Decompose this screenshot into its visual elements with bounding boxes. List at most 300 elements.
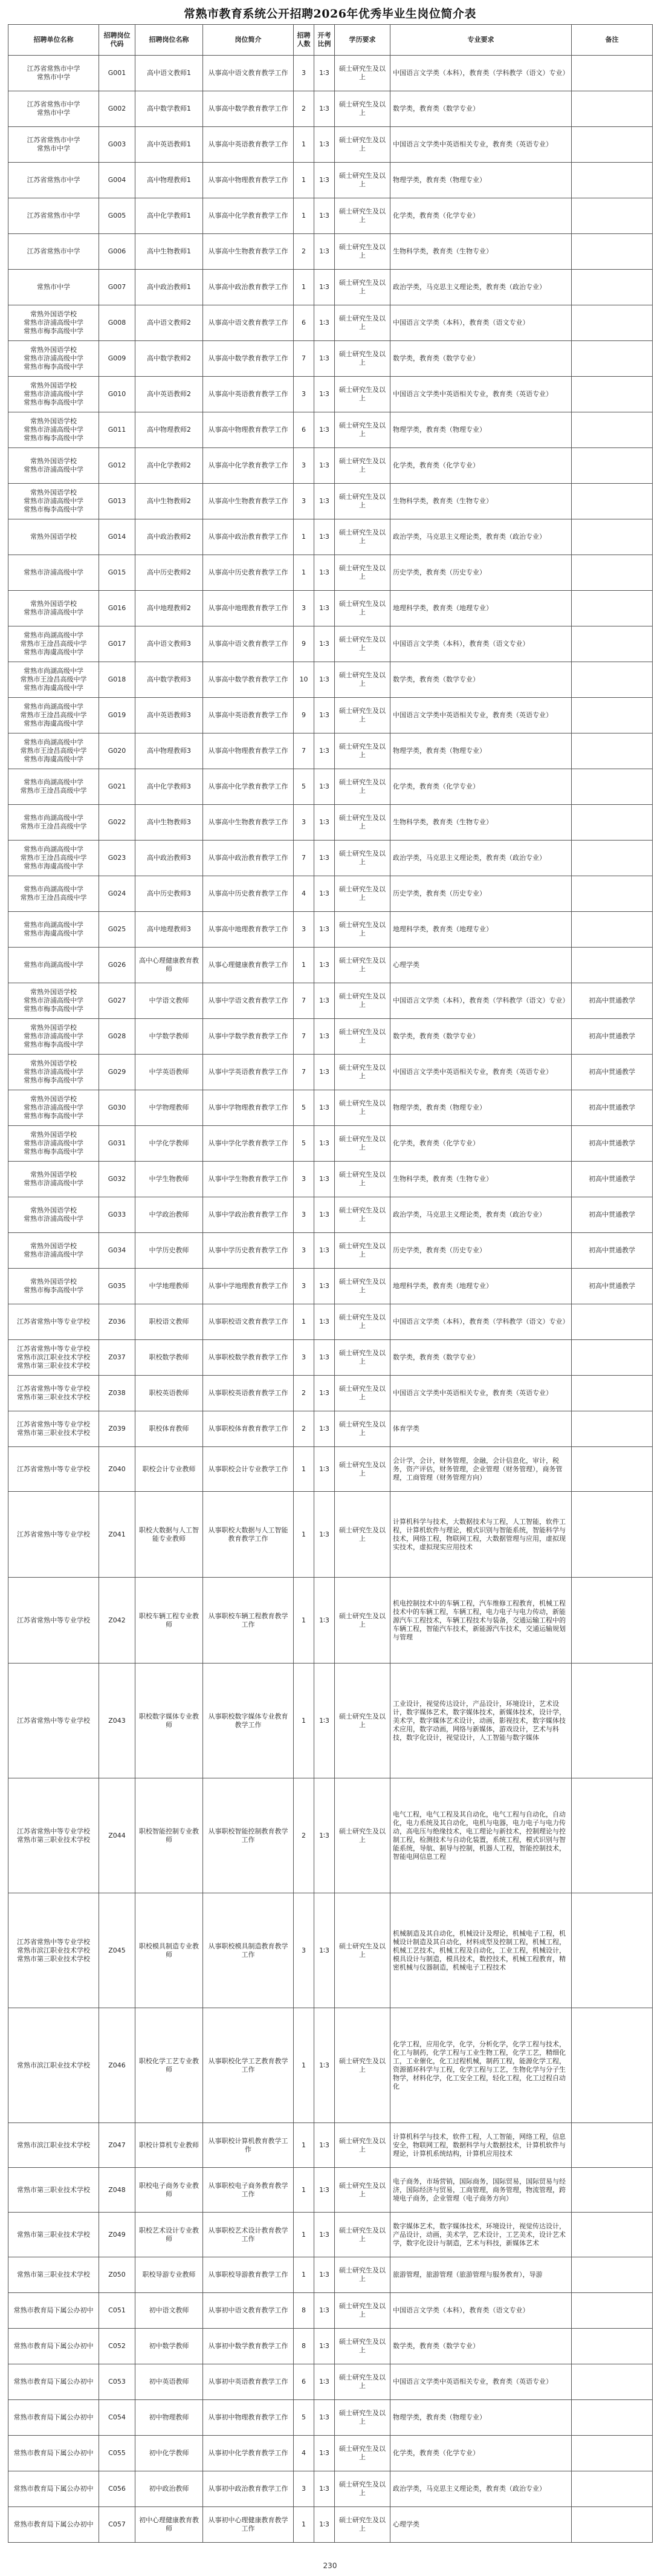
cell-post: 高中化学教师1 [135,198,203,234]
cell-num: 5 [294,2400,314,2436]
cell-ratio: 1∶3 [314,1304,335,1340]
cell-unit: 常熟市教育局下属公办初中 [8,2293,99,2329]
header-ratio: 开考比例 [314,25,335,56]
cell-desc: 从事职校智能控制教育教学工作 [203,1778,294,1893]
cell-desc: 从事初中心理健康教育教学工作 [203,2507,294,2543]
cell-major: 物理学类，教育类（物理专业） [390,412,572,448]
table-row [8,876,653,912]
cell-post: 高中英语教师1 [135,127,203,163]
cell-post: 高中化学教师2 [135,448,203,484]
table-row [8,948,653,983]
cell-major: 数学类，教育类（数学专业） [390,1340,572,1376]
cell-major: 地理科学类，教育类（地理专业） [390,591,572,626]
cell-major: 数学类，教育类（数学专业） [390,1019,572,1055]
cell-desc: 从事高中地理教育教学工作 [203,591,294,626]
cell-desc: 从事高中数学教育教学工作 [203,91,294,127]
cell-edu: 硕士研究生及以上 [335,448,390,484]
cell-major: 化学类，教育类（化学专业） [390,1126,572,1162]
cell-code: G032 [99,1162,135,1197]
cell-unit: 常熟市尚湖高级中学 常熟市王淦昌高级中学 常熟市海虞高级中学 [8,662,99,698]
cell-desc: 从事职校车辆工程教育教学工作 [203,1578,294,1664]
cell-num: 3 [294,1162,314,1197]
cell-code: G003 [99,127,135,163]
cell-post: 高中语文教师1 [135,56,203,91]
cell-ratio: 1∶3 [314,2436,335,2471]
cell-num: 2 [294,91,314,127]
cell-ratio: 1∶3 [314,876,335,912]
table-row [8,305,653,341]
cell-note [572,1492,653,1578]
cell-unit: 常熟市教育局下属公办初中 [8,2329,99,2364]
cell-desc: 从事职校导游教育教学工作 [203,2257,294,2293]
cell-ratio: 1∶3 [314,2507,335,2543]
cell-unit: 常熟市尚湖高级中学 常熟市王淦昌高级中学 常熟市海虞高级中学 [8,733,99,769]
table-row [8,1664,653,1778]
cell-note [572,591,653,626]
cell-code: G029 [99,1055,135,1090]
cell-desc: 从事职校大数据与人工智能教育教学工作 [203,1492,294,1578]
cell-note [572,448,653,484]
cell-ratio: 1∶3 [314,912,335,948]
cell-unit: 常熟市第三职业技术学校 [8,2213,99,2257]
cell-edu: 硕士研究生及以上 [335,1778,390,1893]
cell-edu: 硕士研究生及以上 [335,1162,390,1197]
cell-num: 8 [294,2293,314,2329]
cell-num: 1 [294,2213,314,2257]
cell-major: 中国语言文学类（本科），教育类（学科教学（语文）专业） [390,983,572,1019]
cell-num: 7 [294,733,314,769]
cell-code: G013 [99,484,135,519]
cell-ratio: 1∶3 [314,91,335,127]
cell-code: Z036 [99,1304,135,1340]
cell-major: 政治学类，马克思主义理论类，教育类（政治专业） [390,2471,572,2507]
table-row [8,1340,653,1376]
cell-edu: 硕士研究生及以上 [335,56,390,91]
cell-code: G008 [99,305,135,341]
cell-desc: 从事高中语文教育教学工作 [203,626,294,662]
cell-desc: 从事中学数学教育教学工作 [203,1019,294,1055]
table-row [8,1304,653,1340]
cell-code: G028 [99,1019,135,1055]
cell-post: 高中语文教师3 [135,626,203,662]
cell-major: 政治学类，马克思主义理论类，教育类（政治专业） [390,270,572,305]
cell-edu: 硕士研究生及以上 [335,1411,390,1447]
cell-num: 6 [294,2364,314,2400]
cell-unit: 常熟外国语学校 常熟市浒浦高级中学 常熟市梅李高级中学 [8,983,99,1019]
cell-code: G014 [99,519,135,555]
cell-ratio: 1∶3 [314,2471,335,2507]
cell-edu: 硕士研究生及以上 [335,2507,390,2543]
header-major: 专业要求 [390,25,572,56]
cell-major: 体育学类 [390,1411,572,1447]
cell-desc: 从事高中物理教育教学工作 [203,733,294,769]
cell-num: 7 [294,1055,314,1090]
cell-code: G021 [99,769,135,805]
cell-post: 高中地理教师3 [135,912,203,948]
table-row [8,1019,653,1055]
cell-note [572,1664,653,1778]
cell-desc: 从事高中语文教育教学工作 [203,305,294,341]
cell-num: 2 [294,234,314,270]
cell-code: G011 [99,412,135,448]
cell-post: 初中英语教师 [135,2364,203,2400]
table-row [8,2008,653,2123]
cell-ratio: 1∶3 [314,1447,335,1492]
cell-num: 1 [294,2257,314,2293]
cell-note: 初高中贯通教学 [572,1055,653,1090]
cell-num: 1 [294,948,314,983]
cell-num: 4 [294,876,314,912]
table-row [8,591,653,626]
cell-edu: 硕士研究生及以上 [335,341,390,377]
cell-code: G001 [99,56,135,91]
cell-edu: 硕士研究生及以上 [335,1090,390,1126]
cell-unit: 常熟外国语学校 常熟市浒浦高级中学 [8,448,99,484]
cell-post: 职校智能控制专业教师 [135,1778,203,1893]
cell-num: 2 [294,1411,314,1447]
table-row [8,2123,653,2168]
table-row [8,2257,653,2293]
cell-code: C056 [99,2471,135,2507]
cell-code: G023 [99,841,135,876]
cell-note: 初高中贯通教学 [572,1233,653,1269]
cell-note [572,555,653,591]
cell-desc: 从事初中语文教育教学工作 [203,2293,294,2329]
cell-desc: 从事心理健康教育教学工作 [203,948,294,983]
header-note: 备注 [572,25,653,56]
cell-num: 9 [294,698,314,733]
cell-unit: 常熟市第三职业技术学校 [8,2168,99,2213]
cell-edu: 硕士研究生及以上 [335,876,390,912]
cell-note: 初高中贯通教学 [572,1269,653,1304]
cell-note [572,1304,653,1340]
cell-note [572,769,653,805]
table-row [8,484,653,519]
cell-edu: 硕士研究生及以上 [335,2213,390,2257]
cell-major: 生物科学类，教育类（生物专业） [390,1162,572,1197]
cell-ratio: 1∶3 [314,733,335,769]
header-edu: 学历要求 [335,25,390,56]
cell-edu: 硕士研究生及以上 [335,1664,390,1778]
cell-code: Z038 [99,1376,135,1411]
cell-edu: 硕士研究生及以上 [335,662,390,698]
cell-ratio: 1∶3 [314,626,335,662]
cell-edu: 硕士研究生及以上 [335,769,390,805]
cell-ratio: 1∶3 [314,1233,335,1269]
page-title: 常熟市教育系统公开招聘2026年优秀毕业生岗位简介表 [184,7,476,21]
cell-code: G004 [99,163,135,198]
table-row [8,912,653,948]
cell-ratio: 1∶3 [314,1893,335,2008]
cell-post: 高中化学教师3 [135,769,203,805]
cell-post: 中学生物教师 [135,1162,203,1197]
cell-desc: 从事高中化学教育教学工作 [203,769,294,805]
cell-num: 1 [294,2123,314,2168]
cell-post: 初中数学教师 [135,2329,203,2364]
table-row [8,1197,653,1233]
cell-desc: 从事高中物理教育教学工作 [203,163,294,198]
cell-major: 会计学，会计，财务管理，金融，会计信息化，审计，税务，资产评估，财务管理，企业管理（财务管理），商务管理，工商管理（财务管理方向） [390,1447,572,1492]
cell-post: 高中数学教师1 [135,91,203,127]
cell-ratio: 1∶3 [314,1492,335,1578]
cell-major: 机械制造及其自动化，机械设计及理论，机械电子工程，机械设计制造及其自动化，材料成型及控制工程，机械工程，机械工艺技术，机械工程及自动化，工业工程，机械设计，模具设计与制造，模具技术，数控技术，机械工程教育，精密机械与仪器制造，机械电子工程技术 [390,1893,572,2008]
cell-unit: 江苏省常熟中等专业学校 常熟市滨江职业技术学校 常熟市第三职业技术学校 [8,1893,99,2008]
cell-code: Z050 [99,2257,135,2293]
cell-note [572,341,653,377]
cell-post: 职校电子商务专业教师 [135,2168,203,2213]
cell-post: 职校导游专业教师 [135,2257,203,2293]
cell-desc: 从事职校化学工艺教育教学工作 [203,2008,294,2123]
cell-ratio: 1∶3 [314,2168,335,2213]
cell-num: 3 [294,2471,314,2507]
cell-code: G009 [99,341,135,377]
table-row [8,2329,653,2364]
cell-num: 1 [294,127,314,163]
cell-unit: 常熟外国语学校 常熟市浒浦高级中学 常熟市梅李高级中学 [8,305,99,341]
cell-post: 高中历史教师3 [135,876,203,912]
cell-post: 职校数字媒体专业教师 [135,1664,203,1778]
cell-edu: 硕士研究生及以上 [335,805,390,841]
cell-note [572,2008,653,2123]
cell-desc: 从事高中地理教育教学工作 [203,912,294,948]
cell-note [572,2364,653,2400]
cell-ratio: 1∶3 [314,2008,335,2123]
cell-ratio: 1∶3 [314,484,335,519]
cell-unit: 常熟市滨江职业技术学校 [8,2008,99,2123]
cell-num: 1 [294,270,314,305]
table-row [8,270,653,305]
cell-num: 3 [294,805,314,841]
cell-desc: 从事高中生物教育教学工作 [203,234,294,270]
cell-edu: 硕士研究生及以上 [335,2257,390,2293]
cell-unit: 常熟市尚湖高级中学 常熟市王淦昌高级中学 常熟市海虞高级中学 [8,698,99,733]
cell-code: G017 [99,626,135,662]
cell-code: Z046 [99,2008,135,2123]
cell-post: 职校语文教师 [135,1304,203,1340]
cell-post: 初中物理教师 [135,2400,203,2436]
table-row [8,1411,653,1447]
cell-post: 职校模具制造专业教师 [135,1893,203,2008]
cell-num: 7 [294,1019,314,1055]
cell-major: 物理学类，教育类（物理专业） [390,1090,572,1126]
cell-major: 物理学类，教育类（物理专业） [390,163,572,198]
cell-num: 5 [294,769,314,805]
cell-desc: 从事高中政治教育教学工作 [203,841,294,876]
positions-table [8,24,653,2543]
cell-post: 职校会计专业教师 [135,1447,203,1492]
cell-unit: 江苏省常熟中等专业学校 [8,1304,99,1340]
cell-edu: 硕士研究生及以上 [335,484,390,519]
cell-desc: 从事高中历史教育教学工作 [203,876,294,912]
cell-ratio: 1∶3 [314,412,335,448]
cell-num: 1 [294,519,314,555]
cell-unit: 常熟外国语学校 常熟市浒浦高级中学 常熟市梅李高级中学 [8,1126,99,1162]
table-row [8,2364,653,2400]
cell-major: 心理学类 [390,948,572,983]
cell-edu: 硕士研究生及以上 [335,198,390,234]
cell-major: 化学工程，应用化学，化学，分析化学，化学工程与技术，化工与制药，化学工程与工业生物工程，化学工艺，精细化工，工业催化，化工过程机械，制药工程，能源化学工程，资源循环科学与工程，化学工程与工艺，生物化学与分子生物学，材料化学，化工安全工程，轻化工程，化工过程自动化 [390,2008,572,2123]
cell-edu: 硕士研究生及以上 [335,2364,390,2400]
cell-code: G033 [99,1197,135,1233]
cell-post: 中学地理教师 [135,1269,203,1304]
cell-unit: 江苏省常熟中等专业学校 [8,1664,99,1778]
cell-desc: 从事职校英语教育教学工作 [203,1376,294,1411]
cell-ratio: 1∶3 [314,1162,335,1197]
cell-post: 中学历史教师 [135,1233,203,1269]
cell-unit: 常熟外国语学校 常熟市浒浦高级中学 常熟市梅李高级中学 [8,377,99,412]
cell-note [572,841,653,876]
cell-ratio: 1∶3 [314,1055,335,1090]
cell-ratio: 1∶3 [314,1664,335,1778]
cell-note [572,2257,653,2293]
cell-num: 3 [294,1233,314,1269]
table-row [8,1447,653,1492]
cell-major: 数字媒体艺术，数字媒体技术，环境设计，视觉传达设计，产品设计，动画，美术学，艺术设计，工艺美术，设计艺术学，数字化设计与制造，艺术与科技，新媒体艺术 [390,2213,572,2257]
cell-ratio: 1∶3 [314,2400,335,2436]
cell-unit: 常熟市尚湖高级中学 常熟市王淦昌高级中学 [8,876,99,912]
cell-post: 高中政治教师2 [135,519,203,555]
cell-post: 高中物理教师1 [135,163,203,198]
cell-note [572,2436,653,2471]
cell-ratio: 1∶3 [314,198,335,234]
cell-num: 1 [294,2168,314,2213]
cell-ratio: 1∶3 [314,1340,335,1376]
cell-note [572,2213,653,2257]
cell-ratio: 1∶3 [314,2257,335,2293]
cell-ratio: 1∶3 [314,948,335,983]
table-header-row [8,25,653,56]
cell-code: Z047 [99,2123,135,2168]
cell-major: 数学类，教育类（数学专业） [390,91,572,127]
cell-unit: 常熟外国语学校 常熟市浒浦高级中学 常熟市梅李高级中学 [8,1019,99,1055]
cell-unit: 常熟市尚湖高级中学 常熟市王淦昌高级中学 常熟市海虞高级中学 [8,841,99,876]
cell-ratio: 1∶3 [314,234,335,270]
cell-edu: 硕士研究生及以上 [335,1893,390,2008]
cell-unit: 江苏省常熟中等专业学校 [8,1447,99,1492]
cell-unit: 常熟外国语学校 [8,519,99,555]
cell-note [572,270,653,305]
cell-code: G016 [99,591,135,626]
header-unit: 招聘单位名称 [8,25,99,56]
cell-post: 职校大数据与人工智能专业教师 [135,1492,203,1578]
cell-unit: 常熟外国语学校 常熟市浒浦高级中学 常熟市梅李高级中学 [8,412,99,448]
cell-note [572,733,653,769]
cell-code: G019 [99,698,135,733]
cell-unit: 常熟外国语学校 常熟市浒浦高级中学 [8,1233,99,1269]
cell-post: 高中心理健康教育教师 [135,948,203,983]
cell-major: 中国语言文学类（本科），教育类（语文专业） [390,305,572,341]
cell-note [572,1778,653,1893]
cell-post: 中学物理教师 [135,1090,203,1126]
cell-num: 2 [294,1376,314,1411]
cell-edu: 硕士研究生及以上 [335,948,390,983]
cell-edu: 硕士研究生及以上 [335,163,390,198]
cell-num: 3 [294,1197,314,1233]
cell-desc: 从事高中生物教育教学工作 [203,484,294,519]
cell-post: 高中生物教师2 [135,484,203,519]
cell-post: 职校数学教师 [135,1340,203,1376]
cell-code: G020 [99,733,135,769]
cell-ratio: 1∶3 [314,1197,335,1233]
cell-desc: 从事职校数字媒体专业教育教学工作 [203,1664,294,1778]
cell-post: 职校计算机专业教师 [135,2123,203,2168]
cell-edu: 硕士研究生及以上 [335,412,390,448]
cell-desc: 从事职校模具制造教育教学工作 [203,1893,294,2008]
table-row [8,983,653,1019]
header-num: 招聘人数 [294,25,314,56]
cell-edu: 硕士研究生及以上 [335,2293,390,2329]
cell-unit: 常熟市尚湖高级中学 常熟市海虞高级中学 [8,912,99,948]
cell-num: 3 [294,56,314,91]
cell-edu: 硕士研究生及以上 [335,1126,390,1162]
cell-edu: 硕士研究生及以上 [335,841,390,876]
cell-note [572,91,653,127]
cell-note [572,2329,653,2364]
cell-note [572,1340,653,1376]
cell-unit: 江苏省常熟市中学 [8,163,99,198]
cell-note [572,2168,653,2213]
cell-ratio: 1∶3 [314,983,335,1019]
cell-note [572,198,653,234]
cell-note [572,484,653,519]
cell-desc: 从事初中政治教育教学工作 [203,2471,294,2507]
cell-ratio: 1∶3 [314,305,335,341]
cell-ratio: 1∶3 [314,163,335,198]
cell-note: 初高中贯通教学 [572,1197,653,1233]
cell-num: 1 [294,1664,314,1778]
cell-edu: 硕士研究生及以上 [335,733,390,769]
cell-unit: 常熟市教育局下属公办初中 [8,2436,99,2471]
cell-code: G024 [99,876,135,912]
cell-major: 地理科学类，教育类（地理专业） [390,1269,572,1304]
cell-desc: 从事高中化学教育教学工作 [203,198,294,234]
cell-ratio: 1∶3 [314,1411,335,1447]
cell-note [572,876,653,912]
cell-num: 1 [294,2008,314,2123]
cell-unit: 常熟市尚湖高级中学 常熟市王淦昌高级中学 [8,805,99,841]
cell-desc: 从事高中数学教育教学工作 [203,341,294,377]
cell-desc: 从事高中语文教育教学工作 [203,56,294,91]
cell-note [572,662,653,698]
cell-code: C057 [99,2507,135,2543]
table-row [8,234,653,270]
cell-note [572,912,653,948]
cell-code: Z043 [99,1664,135,1778]
cell-major: 化学类，教育类（化学专业） [390,448,572,484]
table-row [8,2400,653,2436]
table-row [8,1778,653,1893]
cell-ratio: 1∶3 [314,1578,335,1664]
cell-num: 1 [294,1492,314,1578]
cell-edu: 硕士研究生及以上 [335,2168,390,2213]
cell-num: 10 [294,662,314,698]
cell-unit: 常熟市教育局下属公办初中 [8,2507,99,2543]
cell-major: 政治学类，马克思主义理论类，教育类（政治专业） [390,519,572,555]
cell-code: G031 [99,1126,135,1162]
cell-desc: 从事初中物理教育教学工作 [203,2400,294,2436]
cell-edu: 硕士研究生及以上 [335,2008,390,2123]
cell-note [572,2123,653,2168]
cell-ratio: 1∶3 [314,769,335,805]
cell-note [572,1411,653,1447]
cell-edu: 硕士研究生及以上 [335,983,390,1019]
cell-code: Z040 [99,1447,135,1492]
table-row [8,1126,653,1162]
cell-unit: 江苏省常熟市中学 [8,234,99,270]
cell-note [572,1447,653,1492]
cell-code: G030 [99,1090,135,1126]
table-row [8,341,653,377]
